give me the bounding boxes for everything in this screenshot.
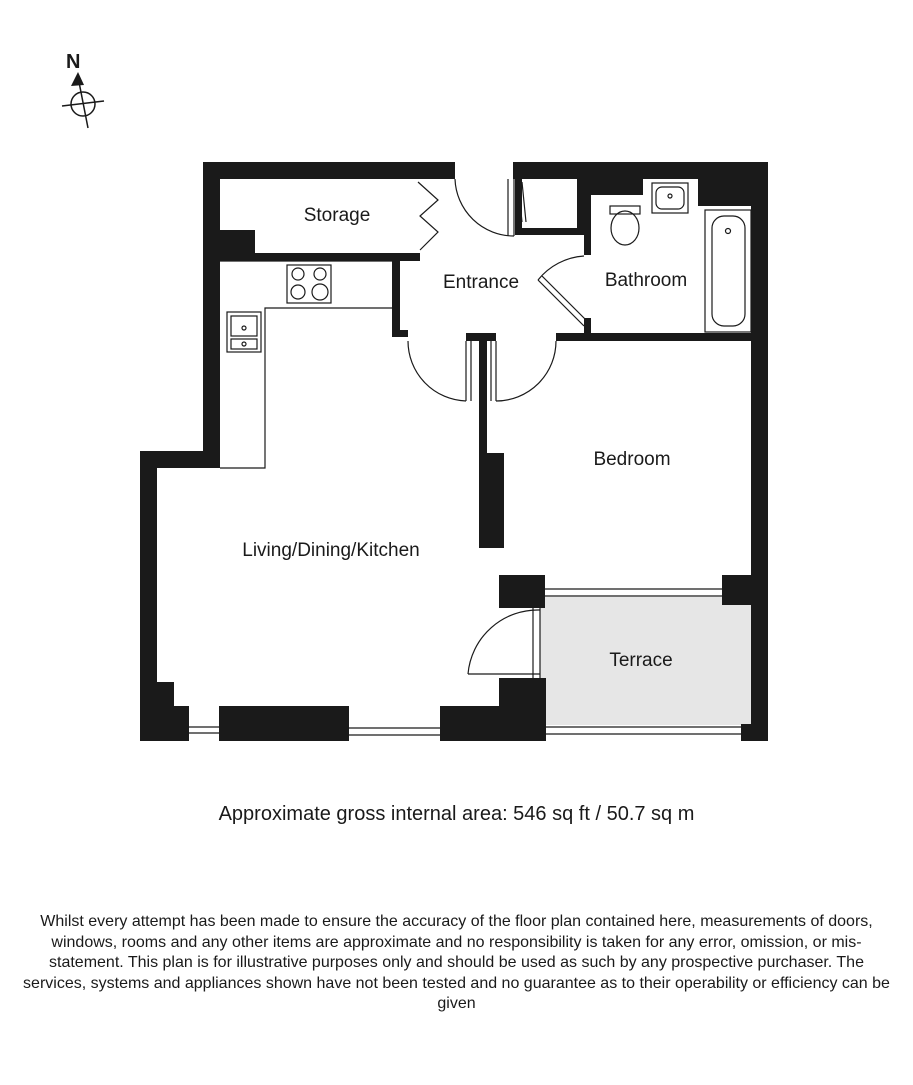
entrance-label: Entrance bbox=[442, 272, 520, 293]
bathtub-icon bbox=[705, 210, 751, 332]
bathroom-label: Bathroom bbox=[604, 270, 688, 291]
area-caption: Approximate gross internal area: 546 sq ft / 50.7 sq m bbox=[218, 803, 695, 825]
living-dining-kitchen-label: Living/Dining/Kitchen bbox=[242, 540, 420, 561]
bedroom-label: Bedroom bbox=[593, 449, 671, 470]
kitchen-counter bbox=[220, 261, 392, 468]
toilet-icon bbox=[610, 206, 640, 245]
disclaimer-text: Whilst every attempt has been made to ensure the accuracy of the floor plan contained here, measurements of doors, windows, rooms and any other items are approximate and no responsibility is taken for any error, omission, or mis-statement. This plan is for illustrative purposes only and should be used as such by any prospective purchaser. The services, systems and appliances shown have not been tested and no guarantee as to their operability or efficiency can be given bbox=[23, 913, 890, 1012]
storage-label: Storage bbox=[303, 205, 371, 226]
north-label: N bbox=[66, 51, 81, 73]
terrace-label: Terrace bbox=[609, 650, 673, 671]
north-arrow-icon bbox=[62, 51, 104, 128]
